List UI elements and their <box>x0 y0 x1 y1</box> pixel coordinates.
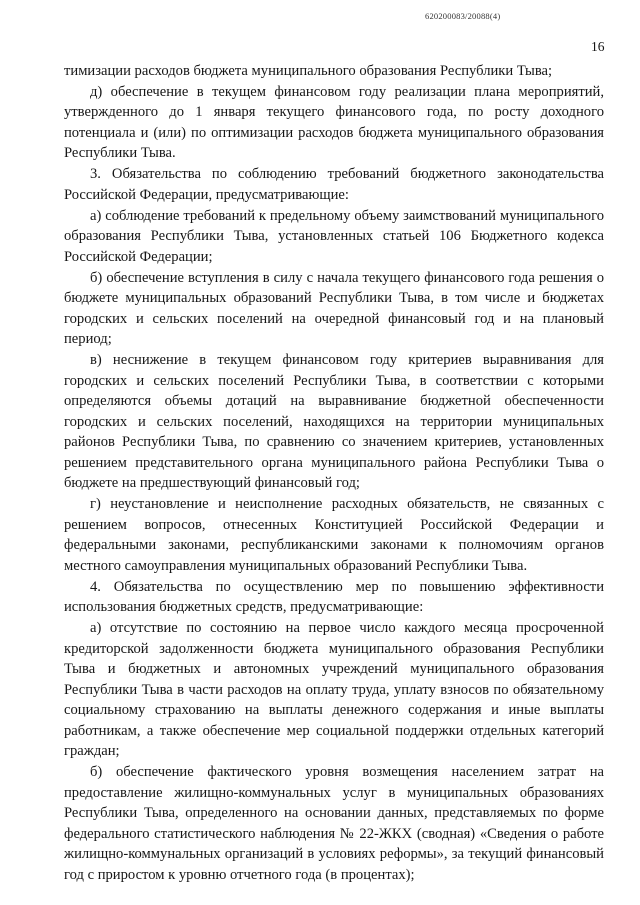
paragraph-item-d: д) обеспечение в текущем финансовом году реализации плана мероприятий, утвержденного до 1 января текущего финансового года, по росту доходного потенциала и (или) по оптимизации расходов бюджета муниципального образования Республики Тыва. <box>64 83 604 162</box>
paragraph-item-b: б) обеспечение вступления в силу с начала текущего финансового года решения о бюджете муниципальных образований Республики Тыва, в том числе и бюджетах городских и сельских поселений на очередной финансовый год и на плановый период; <box>64 269 604 348</box>
page-number: 16 <box>591 39 605 54</box>
paragraph-item-g: г) неустановление и неисполнение расходных обязательств, не связанных с решением вопросов, отнесенных Конституцией Российской Федерации и федеральными законами, республиканскими законами к полномочиям органов местного самоуправления муниципальных образований Республики Тыва. <box>64 496 604 574</box>
paragraph-section-3: 3. Обязательства по соблюдению требований бюджетного законодательства Российской Федерации, предусматривающие: <box>64 166 604 203</box>
paragraph-item-a-2: а) отсутствие по состоянию на первое число каждого месяца просроченной кредиторской задолженности бюджета муниципального образования Республики Тыва и бюджетных и автономных учреждений муниципального образования Республики Тыва в части расходов на оплату труда, уплату взносов по обязательному социальному страхованию на выплаты денежного содержания и иные выплаты работникам, а также обеспечение мер социальной поддержки отдельных категорий граждан; <box>64 620 604 760</box>
paragraph-item-b-2: б) обеспечение фактического уровня возмещения населением затрат на предоставление жилищно-коммунальных услуг в муниципальных образованиях Республики Тыва, определенного на основании данных, представляемых по форме федерального статистического наблюдения № 22-ЖКХ (сводная) «Сведения о работе жилищно-коммунальных организаций в условиях реформы», за текущий финансовый год с приростом к уровню отчетного года (в процентах); <box>64 764 604 883</box>
document-body <box>64 61 604 886</box>
document-id: 620200083/20088(4) <box>425 11 501 21</box>
paragraph-section-4: 4. Обязательства по осуществлению мер по повышению эффективности использования бюджетных средств, предусматривающие: <box>64 578 604 616</box>
paragraph-item-a: а) соблюдение требований к предельному объему заимствований муниципального образования Республики Тыва, установленных статьей 106 Бюджетного кодекса Российской Федерации; <box>64 207 604 265</box>
paragraph-item-v: в) неснижение в текущем финансовом году критериев выравнивания для городских и сельских поселений Республики Тыва, в соответствии с которыми определяются объемы дотаций на выравнивание бюджетной обеспеченности городских и сельских поселений, находящихся на территории муниципальных районов Республики Тыва, по сравнению со значением критериев, установленных решением представительного органа муниципального района Республики Тыва о бюджете на предшествующий финансовый год; <box>64 352 604 492</box>
paragraph-continuation: тимизации расходов бюджета муниципального образования Республики Тыва; <box>64 63 553 79</box>
